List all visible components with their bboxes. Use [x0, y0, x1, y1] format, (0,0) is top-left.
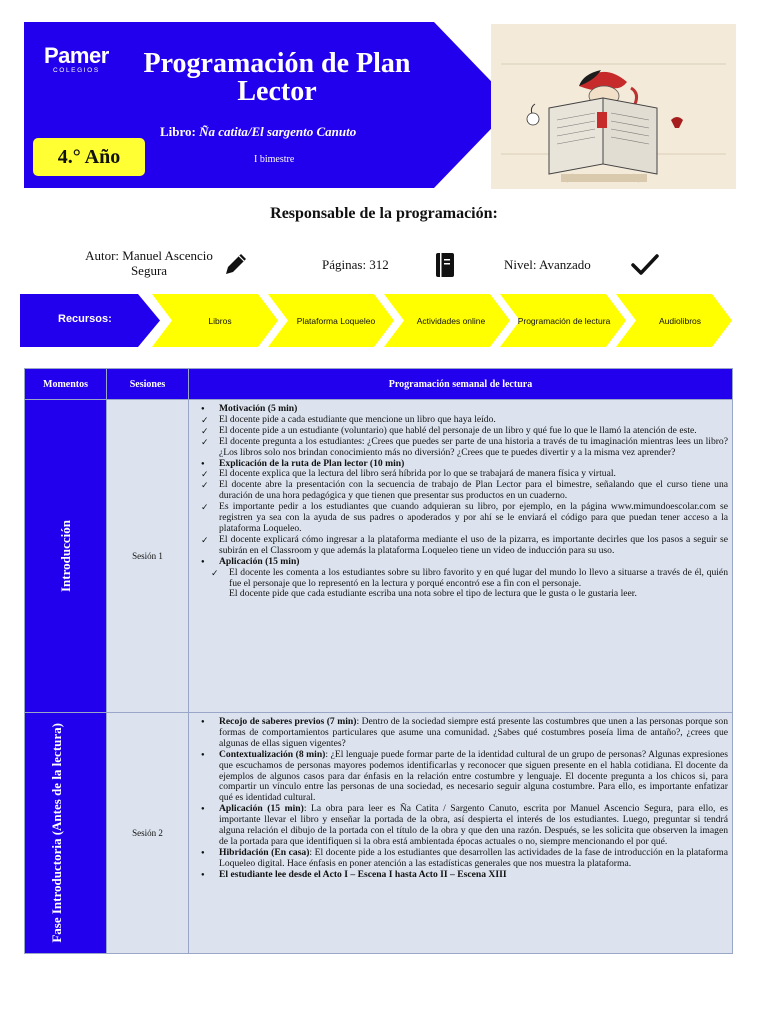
- list-item: ✓ El docente explica que la lectura del libro será híbrida por lo que se trabajará de manera física y virtual.: [195, 469, 728, 480]
- list-item: [195, 804, 728, 848]
- col-sessions: Sesiones: [107, 369, 189, 400]
- pencil-icon: [222, 250, 250, 283]
- checkmark-icon: [630, 252, 660, 283]
- session-cell: Sesión 2: [107, 713, 189, 954]
- bullet-lead: Contextualización (8 min): [219, 748, 326, 760]
- brand-name: Pamer: [44, 43, 109, 68]
- bullet-lead: Aplicación (15 min): [219, 803, 304, 815]
- list-item: ✓ El docente explicará cómo ingresar a la plataforma mediante el uso de la pizarra, es importante decirles que los pasos a seguir se subirán en el Classroom y que además la plataforma Loqueleo tiene un video de inducción para su uso.: [195, 535, 728, 557]
- book-line: [160, 124, 356, 140]
- table-row: [25, 713, 733, 954]
- moment-cell: [25, 400, 107, 713]
- closing-note: El docente pide que cada estudiante escriba una nota sobre el tipo de lectura que le gusta o le gustaria leer.: [229, 588, 637, 600]
- block-application: [195, 557, 728, 568]
- reading-schedule-table: [24, 368, 733, 954]
- cover-illustration: [491, 24, 736, 189]
- list-item: [195, 750, 728, 805]
- list-item: ✓ Es importante pedir a los estudiantes que cuando adquieran su libro, por ejemplo, en la página www.mimundoescolar.com se registren ya sea con la ayuda de sus padres o apoderados y por ahí se le enviará el código para que puedan tener acceso a la plataforma Loqueleo.: [195, 502, 728, 535]
- bullet-lead: Hibridación (En casa): [219, 846, 310, 858]
- list-item: ✓ El docente abre la presentación con la secuencia de trabajo de Plan Lector para el bimestre, señalando que el curso tiene una duración de una hora pedagógica y que tienen que presentar sus productos en un cuaderno.: [195, 480, 728, 502]
- page-title: Programación de Plan Lector: [143, 48, 411, 107]
- book-title: Ña catita/El sargento Canuto: [199, 124, 357, 139]
- list-item: ✓ El docente les comenta a los estudiantes sobre su libro favorito y en qué lugar del mundo lo llevo a situarse a través de él, quién fue el personaje que lo representó en la lectura y porqué encontró ese a fin con el personaje.: [205, 568, 728, 590]
- moment-label: Introducción: [58, 520, 73, 592]
- session-cell: Sesión 1: [107, 400, 189, 713]
- list-item: [195, 848, 728, 870]
- bullet-text: : ¿El lenguaje puede formar parte de la identidad cultural de un grupo de personas? Algunas expresiones que escuchamos de personas mayores podemos identificarlas y reconocer que siguen presente en el habla cotidiana. El docente da ejemplos de algunos casos para dar énfasis en la relación entre costumbre y lenguaje. El docente pregunta a los chicos si, para compartir un vínculo entre las personas de una sociedad, es necesario seguir alguna costumbre. Para ello, es importante enfatizar qué es identidad cultural.: [219, 748, 728, 804]
- list-item: [195, 870, 728, 881]
- bullet-lead: Recojo de saberes previos (7 min): [219, 716, 357, 727]
- grade-badge: 4.° Año: [33, 138, 145, 176]
- session-content: [189, 713, 733, 954]
- resource-audiobooks: Audiolibros: [658, 315, 702, 326]
- block-heading: Explicación de la ruta de Plan lector (10 min): [219, 457, 405, 469]
- resources-label: Recursos:: [58, 313, 112, 325]
- pages-info: Páginas: 312: [322, 257, 389, 272]
- book-label: Libro:: [160, 124, 196, 139]
- moment-cell: [25, 713, 107, 954]
- resource-online-activities: Actividades online: [416, 315, 486, 326]
- table-row: [25, 400, 733, 713]
- book-icon: [434, 251, 456, 284]
- responsible-title: Responsable de la programación:: [270, 205, 498, 222]
- block-heading: Aplicación (15 min): [219, 555, 300, 567]
- level-info: Nivel: Avanzado: [504, 257, 591, 272]
- list-item: ✓ El docente pide a cada estudiante que mencione un libro que haya leído.: [195, 415, 728, 426]
- resource-books: Libros: [208, 315, 232, 326]
- col-weekly-schedule: Programación semanal de lectura: [189, 369, 733, 400]
- period-label: I bimestre: [254, 154, 295, 165]
- brand-subtitle: COLEGIOS: [53, 67, 100, 74]
- moment-label: Fase Introductoria (Antes de la lectura): [48, 723, 64, 943]
- author-info: Autor: Manuel Ascencio Segura: [85, 248, 213, 278]
- list-item: [195, 717, 728, 750]
- reader-illustration: [491, 24, 736, 189]
- bullet-text: : El docente pide a los estudiantes que desarrollen las actividades de la fase de introducción en la plataforma Loqueleo digital. Hace énfasis en poner atención a las estadísticas generales que nos muestra la plataforma.: [219, 846, 728, 869]
- resource-loqueleo-platform: Plataforma Loqueleo: [296, 315, 376, 326]
- resource-reading-schedule: Programación de lectura: [517, 315, 611, 326]
- col-moments: Momentos: [25, 369, 107, 400]
- table-header-row: [25, 369, 733, 400]
- resources-bar: [20, 294, 740, 347]
- list-item: ✓ El docente pregunta a los estudiantes: ¿Crees que puedes ser parte de una historia a través de tu imaginación mientras lees un libro? ¿Los libros solo nos brindan conocimiento más no diversión? ¿Crees que te puedes divertir y a la misma vez aprender?: [195, 437, 728, 459]
- bullet-text: : La obra para leer es Ña Catita / Sargento Canuto, escrita por Manuel Ascencio Segura, para ello, es importante llevar el libro y enseñar la portada de la obra, así despierta el interés de los estudiantes. Luego, preguntar si tendrá alguna relación el dibujo de la portada con el título de la obra y que den una razón. Después, se les solicita que observen la imagen de la portada para que identifiquen si la obra está ambientada épocas actuales o no, siempre mencionando el por qué.: [219, 803, 728, 847]
- bullet-text: : Dentro de la sociedad siempre está presente las costumbres que unen a las personas porque son formas de comportamientos particulares que asume una comunidad. ¿Sabes qué costumbres poseía lima de antaño?, ¿crees que algunas de ellas siguen vigentes?: [219, 716, 728, 749]
- list-item: ✓ El docente pide a un estudiante (voluntario) que hablé del personaje de un libro y qué fue lo que le llamó la atención de este.: [195, 426, 728, 437]
- brand-logo: [44, 43, 109, 74]
- session-content: [189, 400, 733, 713]
- block-heading: Motivación (5 min): [219, 403, 298, 414]
- bullet-lead: El estudiante lee desde el Acto I – Escena I hasta Acto II – Escena XIII: [219, 868, 507, 880]
